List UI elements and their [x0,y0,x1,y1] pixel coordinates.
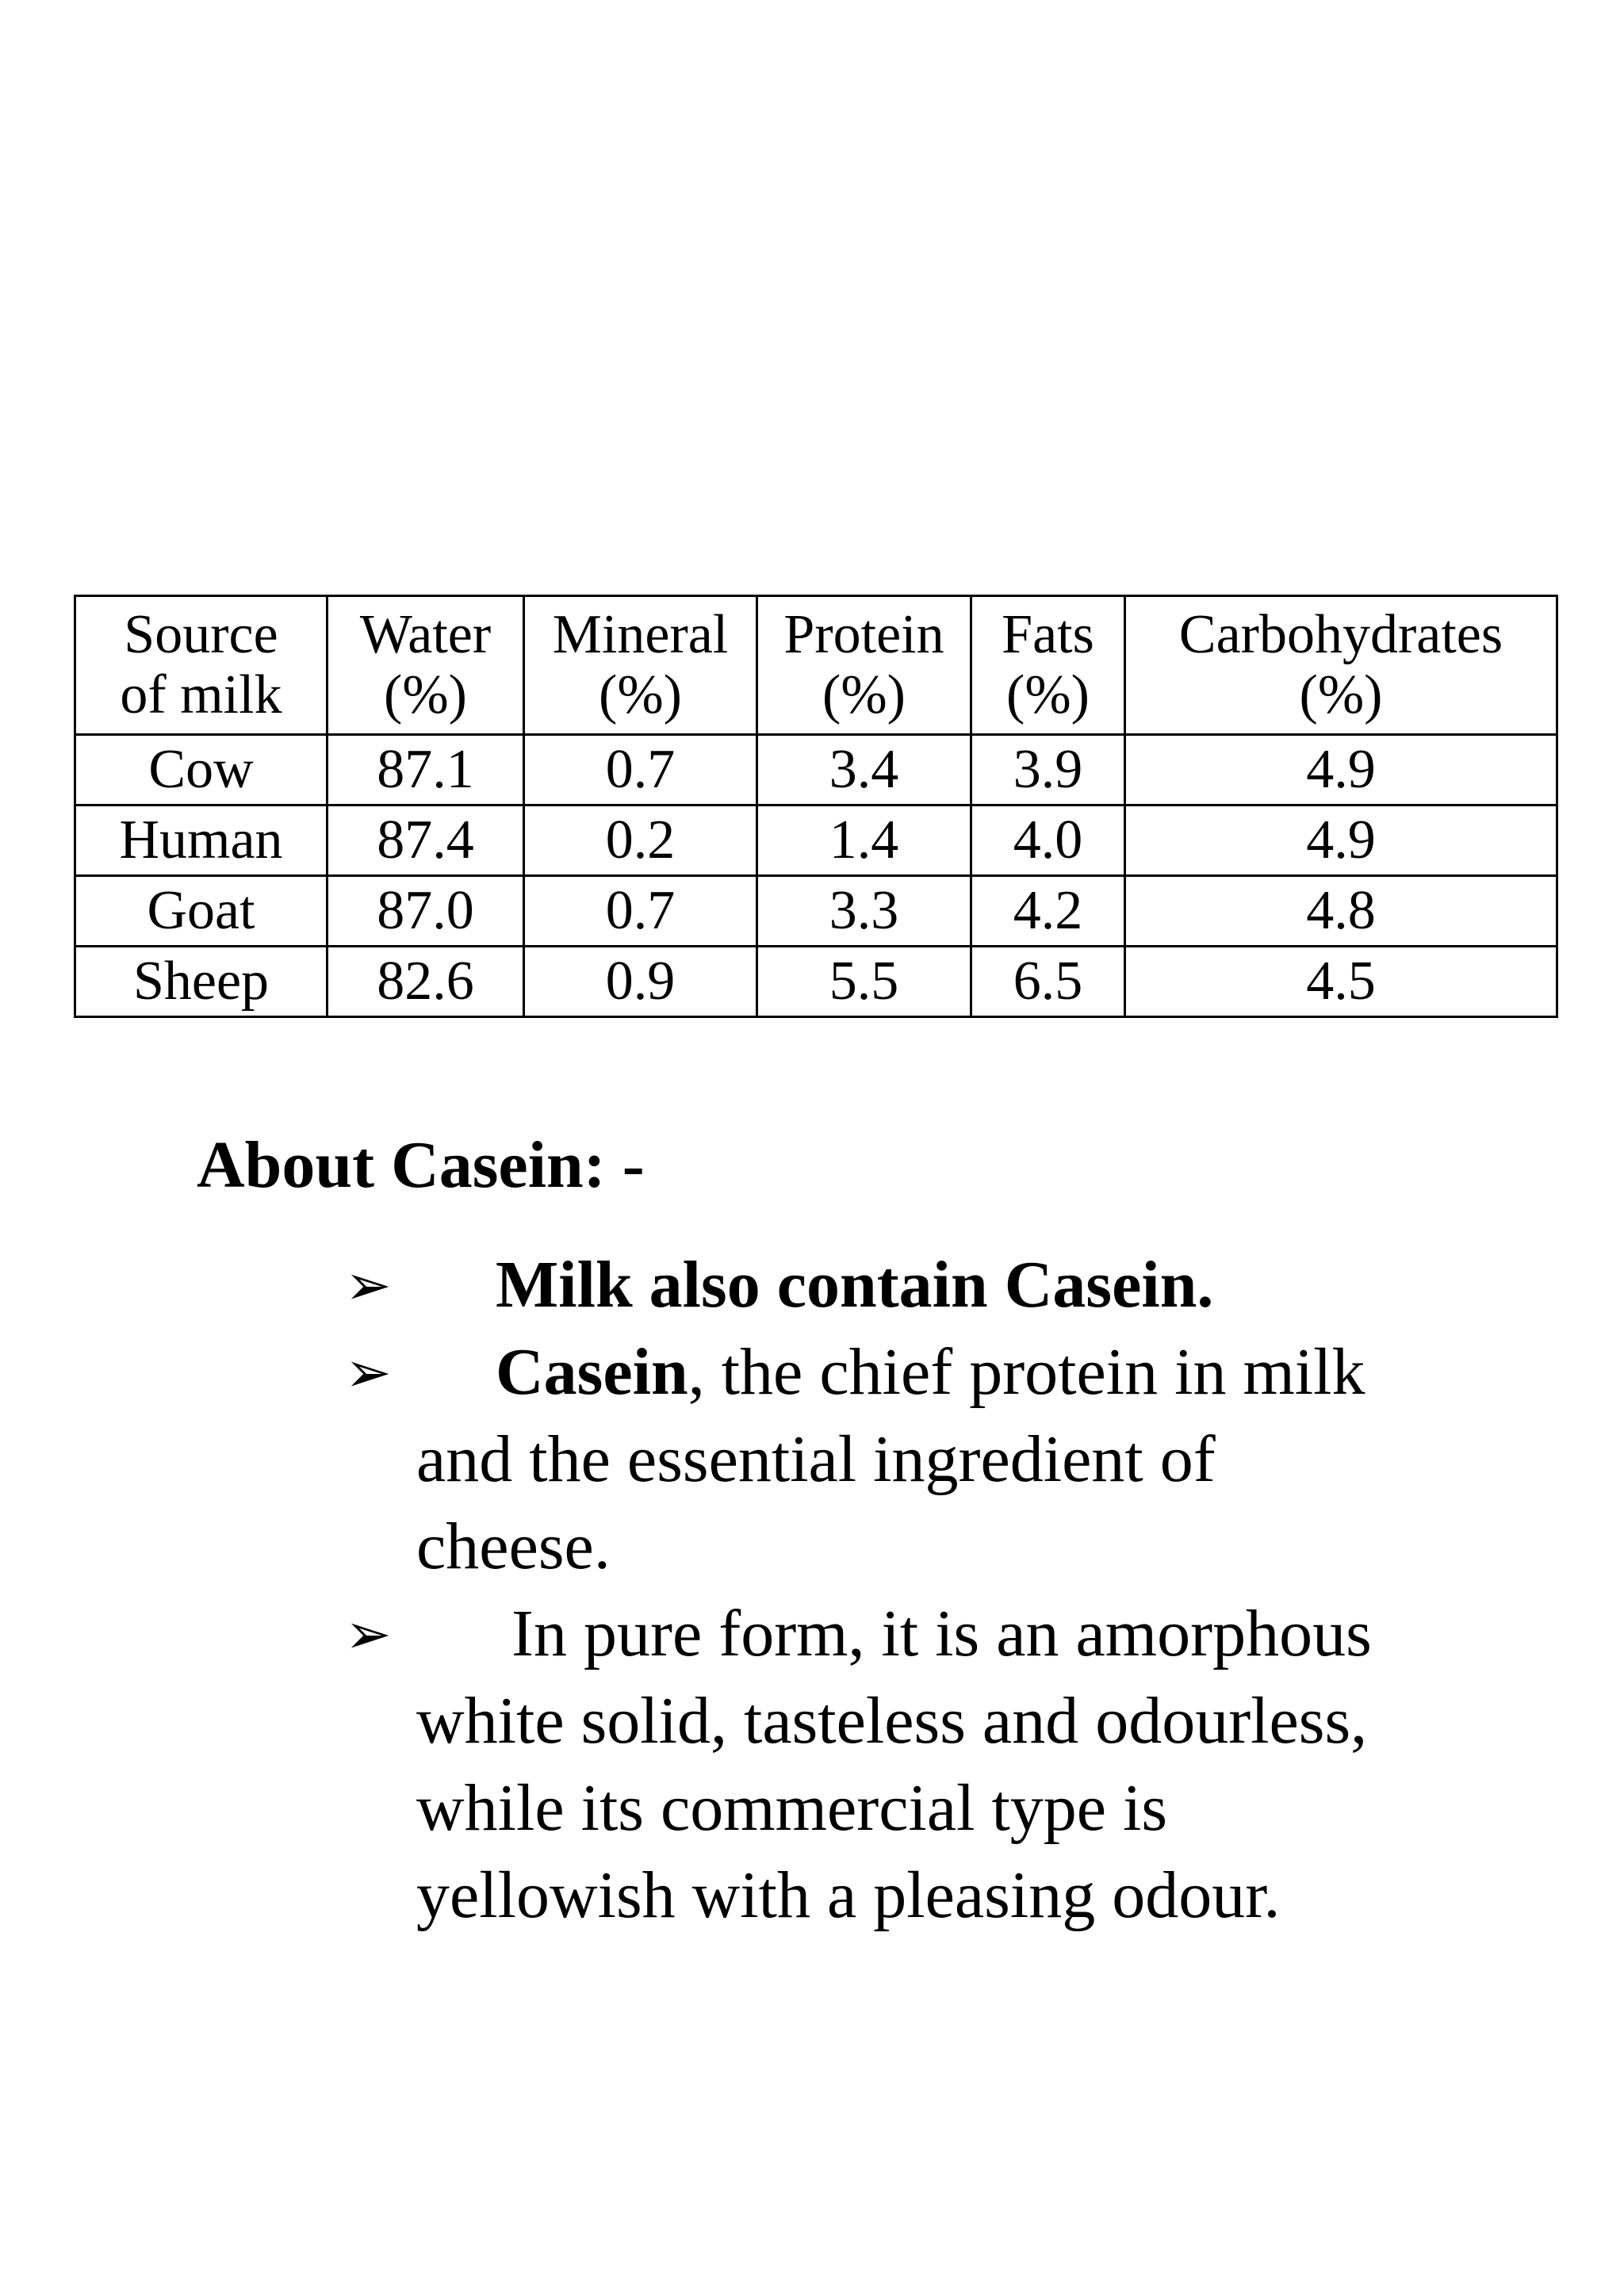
header-line: Fats [1002,604,1094,666]
table-cell: Goat [75,876,327,947]
table-cell: 0.2 [524,806,757,876]
table-cell: 0.7 [524,735,757,806]
bullet-continuation-line: white solid, tasteless and odourless, [416,1684,1368,1758]
bullet-text [496,1335,1365,1409]
bullet-bold-text: Casein [496,1335,688,1409]
header-line: Carbohydrates [1178,604,1503,666]
bullet-continuation-line: while its commercial type is [416,1771,1168,1845]
header-source [75,596,327,735]
table-cell: 87.1 [327,735,524,806]
header-line: (%) [1299,664,1383,725]
arrow-bullet-icon: ➢ [345,1253,392,1318]
table-row [75,806,1557,876]
header-line: Protein [783,604,944,666]
table-cell: 0.9 [524,947,757,1017]
bullet-rest-text: , the chief protein in milk [688,1335,1365,1409]
header-line: of milk [120,664,282,725]
table-cell: 87.4 [327,806,524,876]
table-cell: 4.0 [971,806,1125,876]
bullet-continuation-line: and the essential ingredient of [416,1422,1216,1496]
table-cell: 87.0 [327,876,524,947]
table-header-row [75,596,1557,735]
arrow-bullet-icon: ➢ [345,1601,392,1667]
table-cell: 4.9 [1125,806,1557,876]
table-row [75,947,1557,1017]
header-fats [971,596,1125,735]
bullet-rest-text: In pure form, it is an amorphous [511,1597,1372,1670]
bullet-first-line [345,1590,1624,1678]
header-water [327,596,524,735]
table-cell: 82.6 [327,947,524,1017]
bullet-bold-text: Milk also contain Casein. [496,1248,1214,1322]
table-cell: Cow [75,735,327,806]
bullet-first-line [345,1329,1624,1416]
table-cell: 4.5 [1125,947,1557,1017]
header-line: (%) [599,664,682,725]
table-cell: Sheep [75,947,327,1017]
arrow-bullet-icon: ➢ [345,1340,392,1405]
header-line: (%) [1006,664,1090,725]
header-line: (%) [384,664,467,725]
table-cell: Human [75,806,327,876]
header-protein [757,596,971,735]
table-row [75,876,1557,947]
bullet-continuation-line: cheese. [416,1510,611,1583]
milk-composition-table [74,595,1558,1018]
table-cell: 5.5 [757,947,971,1017]
table-cell: 3.3 [757,876,971,947]
table-cell: 3.9 [971,735,1125,806]
table-row [75,735,1557,806]
bullet-continuation-line: yellowish with a pleasing odour. [416,1858,1281,1932]
bullet-item [345,1242,1624,1329]
header-line: (%) [822,664,906,725]
table-cell: 4.2 [971,876,1125,947]
table-cell: 4.8 [1125,876,1557,947]
table-cell: 3.4 [757,735,971,806]
header-line: Source [124,604,278,666]
section-title: About Casein: - [197,1128,645,1202]
bullet-first-line [345,1242,1624,1329]
table-cell: 6.5 [971,947,1125,1017]
bullet-text [496,1248,1213,1322]
header-mineral [524,596,757,735]
header-line: Mineral [552,604,729,666]
bullet-item [345,1590,1624,1939]
table-cell: 4.9 [1125,735,1557,806]
header-carbohydrates [1125,596,1557,735]
bullet-item [345,1329,1624,1590]
table-cell: 0.7 [524,876,757,947]
bullet-text [511,1597,1372,1670]
header-line: Water [359,604,492,666]
table-cell: 1.4 [757,806,971,876]
